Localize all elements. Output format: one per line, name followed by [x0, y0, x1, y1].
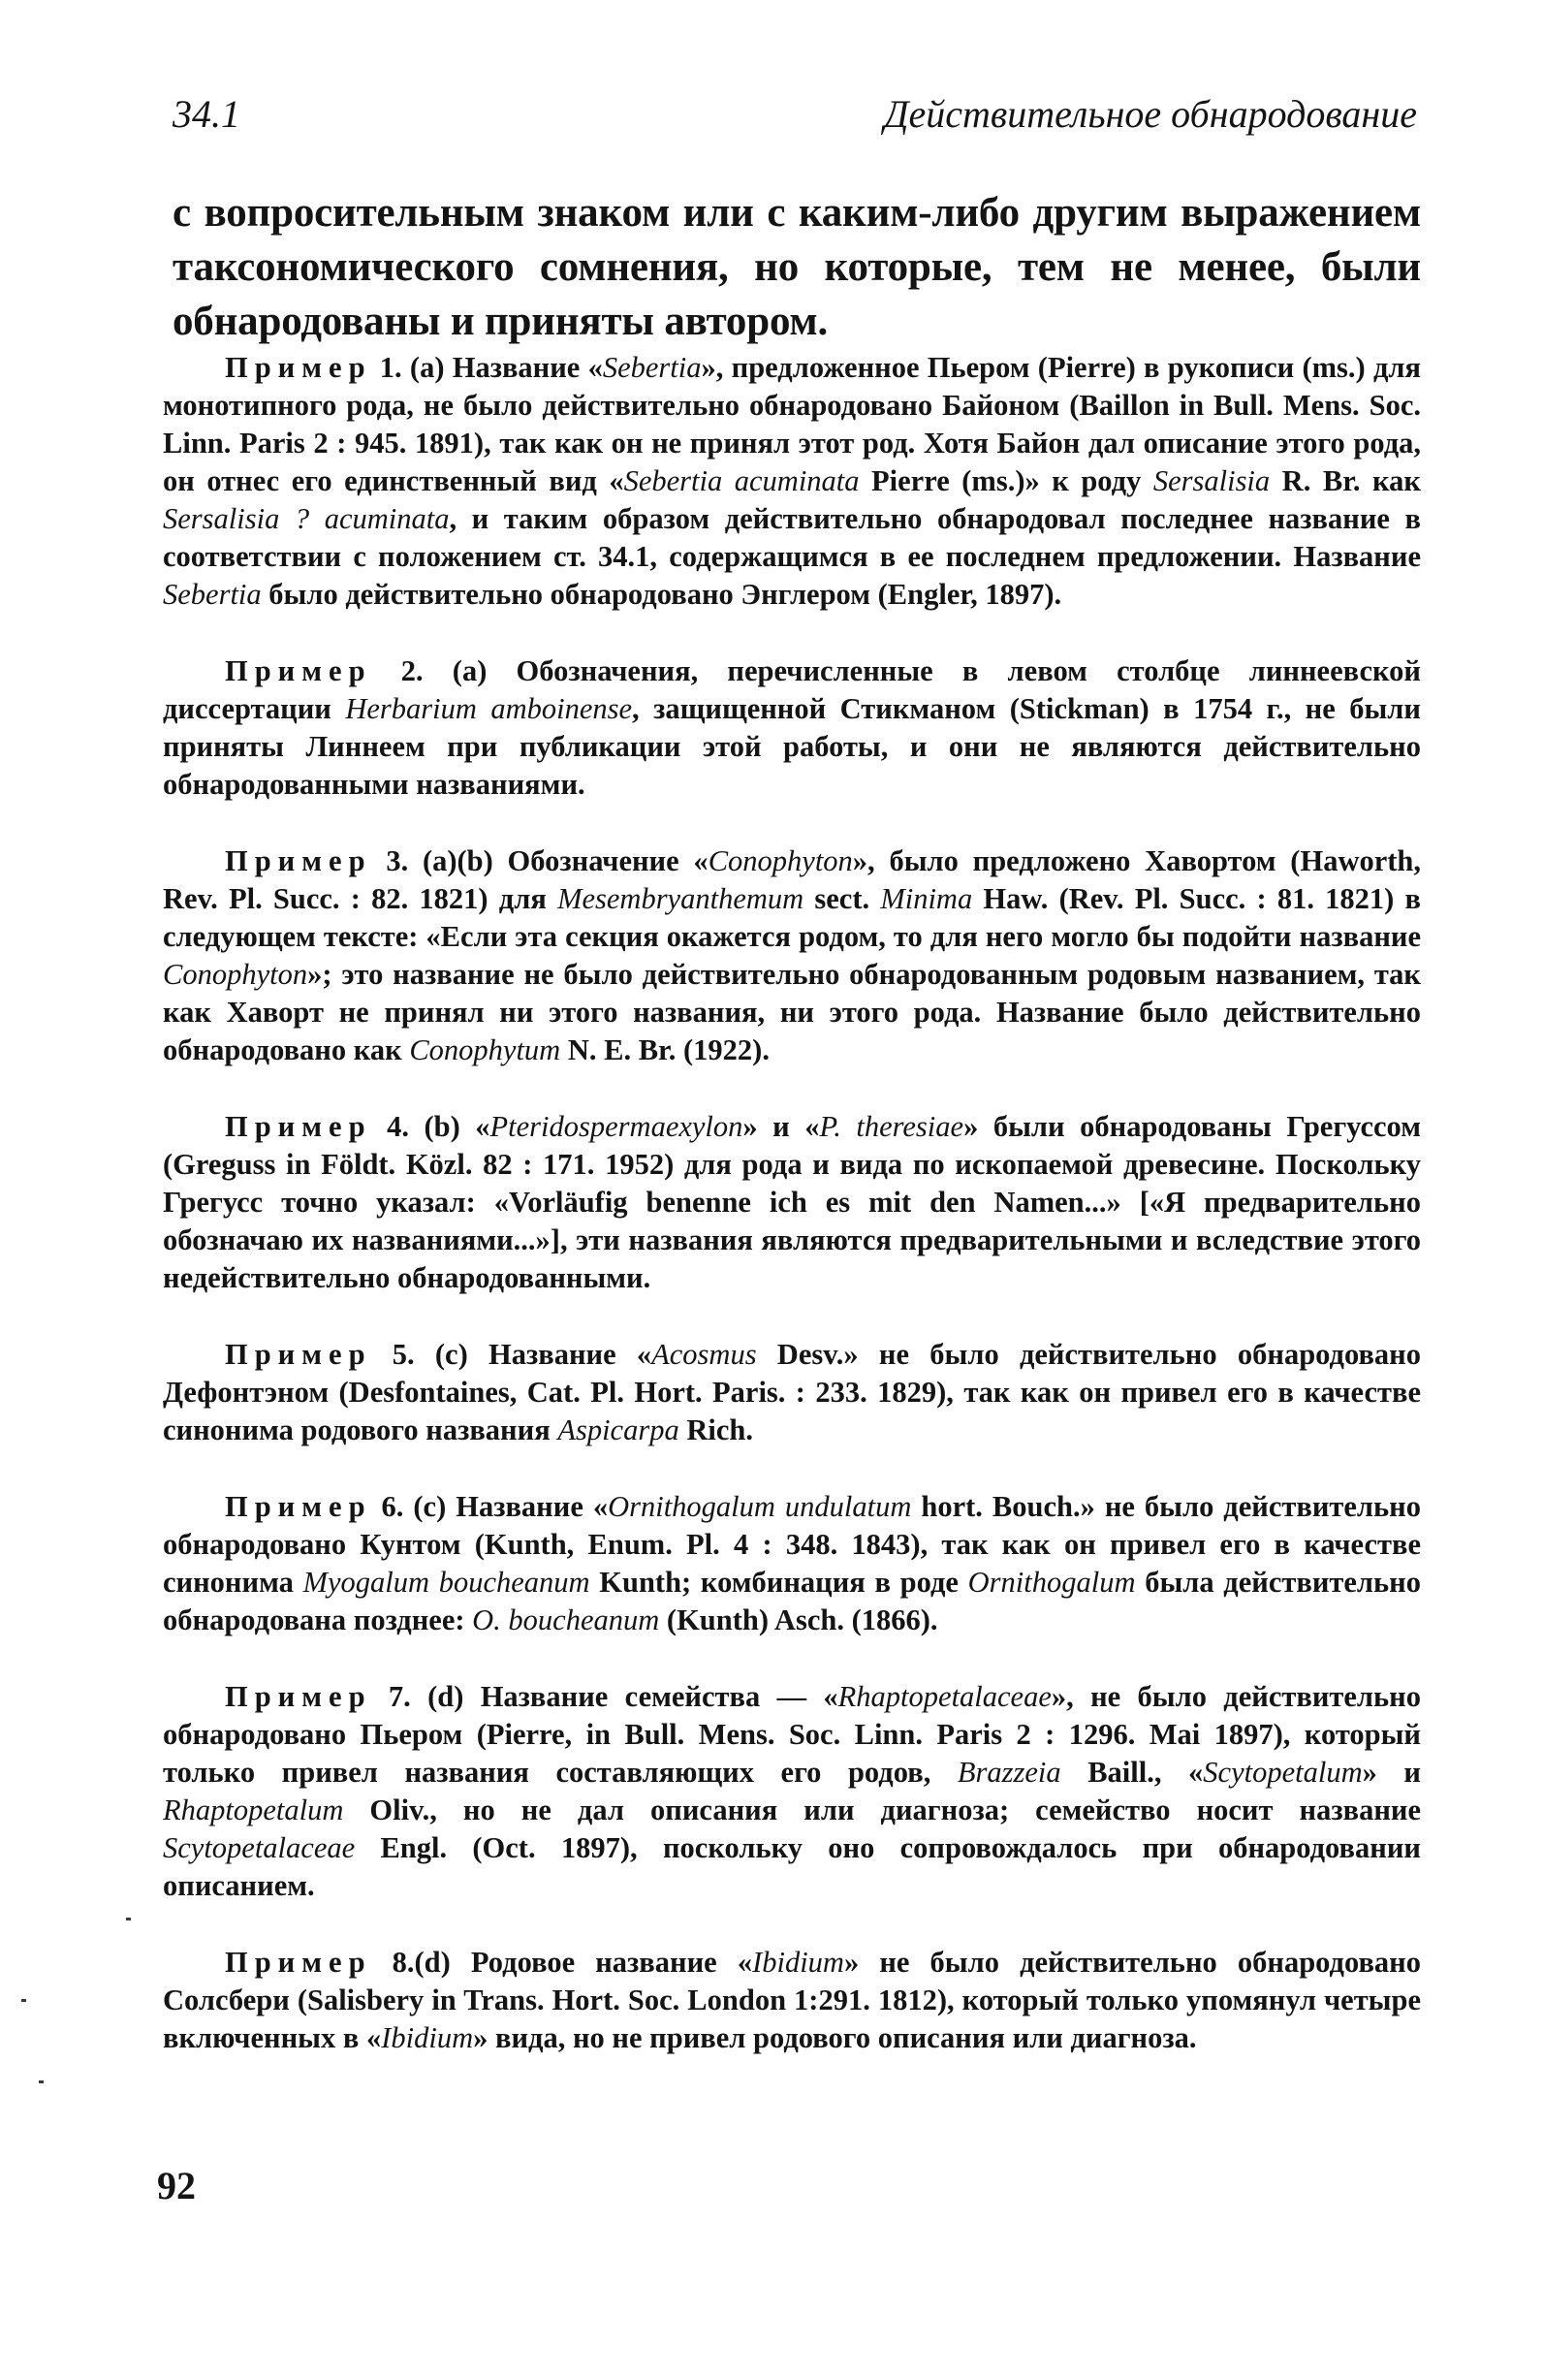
section-number: 34.1: [173, 92, 240, 136]
scan-speck: [21, 1999, 26, 2002]
example-label: Пример: [225, 1680, 372, 1713]
example-label: Пример: [225, 1338, 372, 1371]
example-4: Пример 4. (b) «Pteridospermaexylon» и «P. theresiae» были обнародованы Грегуссом (Greguss in Földt. Közl. 82 : 171. 1952) для рода и вида по ископаемой древесине. Поскольку Грегусс точно указал: «Vorläufig benenne ich es mit den Namen...» [«Я предварительно обозначаю их названиями...»], эти названия являются предварительными и вследствие этого недействительно обнародованными.: [163, 1110, 1422, 1294]
example-label: Пример: [225, 1490, 372, 1523]
example-label: Пример: [225, 654, 372, 687]
example-8: Пример 8.(d) Родовое название «Ibidium» не было действительно обнародовано Солсбери (Salisbery in Trans. Hort. Soc. London 1:291. 1812), который только упомянул четыре включенных в «Ibidium» вида, но не привел родового описания или диагноза.: [163, 1946, 1421, 2054]
example-6: Пример 6. (с) Название «Ornithogalum undulatum hort. Bouch.» не было действительно обнародовано Кунтом (Kunth, Enum. Pl. 4 : 348. 1843), так как он привел его в качестве синонима Myogalum boucheanum Kunth; комбинация в роде Ornithogalum была действительно обнародована позднее: O. boucheanum (Kunth) Asch. (1866).: [163, 1490, 1421, 1636]
example-label: Пример: [225, 351, 372, 384]
example-label: Пример: [225, 1110, 372, 1143]
page-number: 92: [157, 2164, 196, 2207]
example-label: Пример: [225, 844, 372, 877]
example-7: Пример 7. (d) Название семейства — «Rhaptopetalaceae», не было действительно обнародовано Пьером (Pierre, in Bull. Mens. Soc. Linn. Paris 2 : 1296. Mai 1897), который только привел названия составляющих его родов, Brazzeia Baill., «Scytopetalum» и Rhaptopetalum Oliv., но не дал описания или диагноза; семейство носит название Scytopetalaceae Engl. (Oct. 1897), поскольку оно сопровождалось при обнародовании описанием.: [163, 1680, 1422, 1902]
example-3: Пример 3. (а)(b) Обозначение «Conophyton», было предложено Хавортом (Haworth, Rev. Pl. Succ. : 82. 1821) для Mesembryanthemum sect. Minima Haw. (Rev. Pl. Succ. : 81. 1821) в следующем тексте: «Если эта секция окажется родом, то для него могло бы подойти название Conophyton»; это название не было действительно обнародованным родовым названием, так как Хаворт не принял ни этого названия, ни этого рода. Название было действительно обнародовано как Conophytum N. E. Br. (1922).: [163, 844, 1422, 1066]
running-head: [173, 85, 1417, 143]
lead-paragraph: с вопросительным знаком или с каким-либо другим выражением таксономического сомнения, но которые, тем не менее, были обнародованы и приняты автором.: [173, 190, 1421, 344]
scan-speck: [39, 2080, 44, 2083]
example-5: Пример 5. (с) Название «Acosmus Desv.» не было действительно обнародовано Дефонтэном (Desfontaines, Cat. Pl. Hort. Paris. : 233. 1829), так как он привел его в качестве синонима родового названия Aspicarpa Rich.: [163, 1338, 1421, 1446]
running-head-title: Действительное обнародование: [884, 92, 1417, 136]
examples-list: [163, 349, 1421, 2096]
example-label: Пример: [225, 1946, 372, 1979]
scan-speck: [126, 1918, 131, 1920]
example-2: Пример 2. (а) Обозначения, перечисленные в левом столбце линнеевской диссертации Herbarium amboinense, защищенной Стикманом (Stickman) в 1754 г., не были приняты Линнеем при публикации этой работы, и они не являются действительно обнародованными названиями.: [163, 654, 1421, 801]
example-1: Пример 1. (а) Название «Sebertia», предложенное Пьером (Pierre) в рукописи (ms.) для монотипного рода, не было действительно обнародовано Байоном (Baillon in Bull. Mens. Soc. Linn. Paris 2 : 945. 1891), так как он не принял этот род. Хотя Байон дал описание этого рода, он отнес его единственный вид «Sebertia acuminata Pierre (ms.)» к роду Sersalisia R. Br. как Sersalisia ? acuminata, и таким образом действительно обнародовал последнее название в соответствии с положением ст. 34.1, содержащимся в ее последнем предложении. Название Sebertia было действительно обнародовано Энглером (Engler, 1897).: [163, 351, 1421, 611]
